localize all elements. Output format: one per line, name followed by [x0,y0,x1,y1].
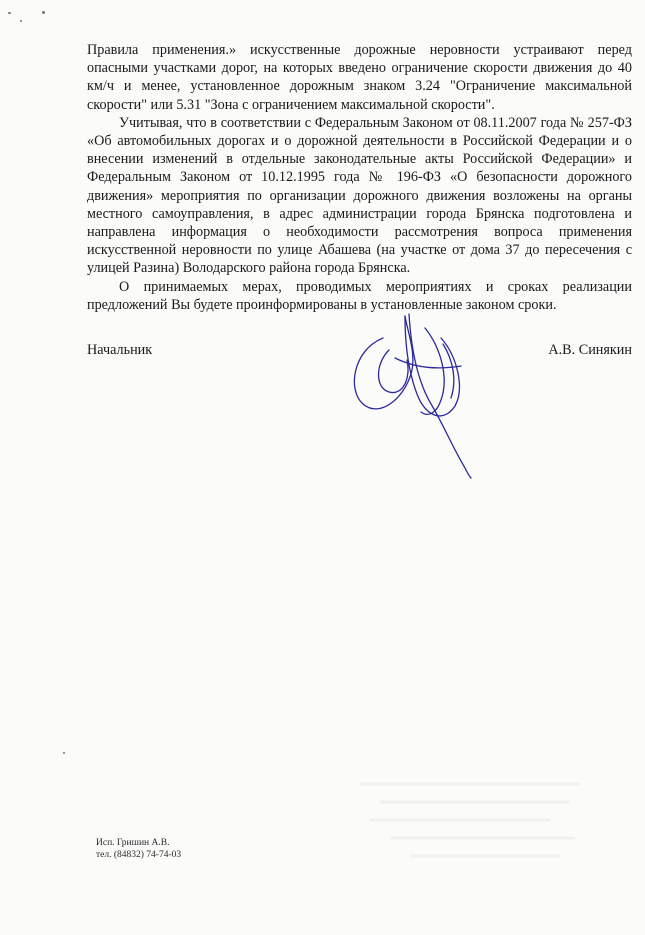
faded-stamp-impression [350,772,590,882]
paragraph-notification: О принимаемых мерах, проводимых мероприятиях и сроках реализации предложений Вы будете проинформированы в установленные законом сроки. [87,278,632,313]
scan-speck [20,20,22,22]
executor-footer [96,837,181,861]
scan-speck [63,752,65,754]
letter-body [87,41,632,314]
executor-phone: тел. (84832) 74-74-03 [96,850,182,860]
signatory-name: А.В. Синякин [548,342,632,358]
paragraph-federal-law: Учитывая, что в соответствии с Федеральным Законом от 08.11.2007 года № 257-ФЗ «Об автомобильных дорогах и о дорожной деятельности в Российской Федерации и о внесении изменений в отдельные законодательные акты Российской Федерации» и Федеральным Законом от 10.12.1995 года № 196-ФЗ «О безопасности дорожного движения» мероприятия по организации дорожного движения возложены на органы местного самоуправления, в адрес администрации города Брянска подготовлена и направлена информация о необходимости рассмотрения вопроса применения искусственной неровности по улице Абашева (на участке от дома 37 до пересечения с улицей Разина) Володарского района города Брянска. [87,114,632,277]
paragraph-speed-bumps: Правила применения.» искусственные дорожные неровности устраивают перед опасными участками дорог, на которых введено ограничение скорости движения до 40 км/ч и менее, установленное дорожным знаком 3.24 "Ограничение максимальной скорости" или 5.31 "Зона с ограничением максимальной скорости". [87,42,632,113]
signatory-title: Начальник [87,342,153,358]
handwritten-signature [345,308,475,480]
executor-name: Исп. Гришин А.В. [96,838,170,848]
scan-speck [42,11,45,14]
scan-speck [8,12,11,14]
